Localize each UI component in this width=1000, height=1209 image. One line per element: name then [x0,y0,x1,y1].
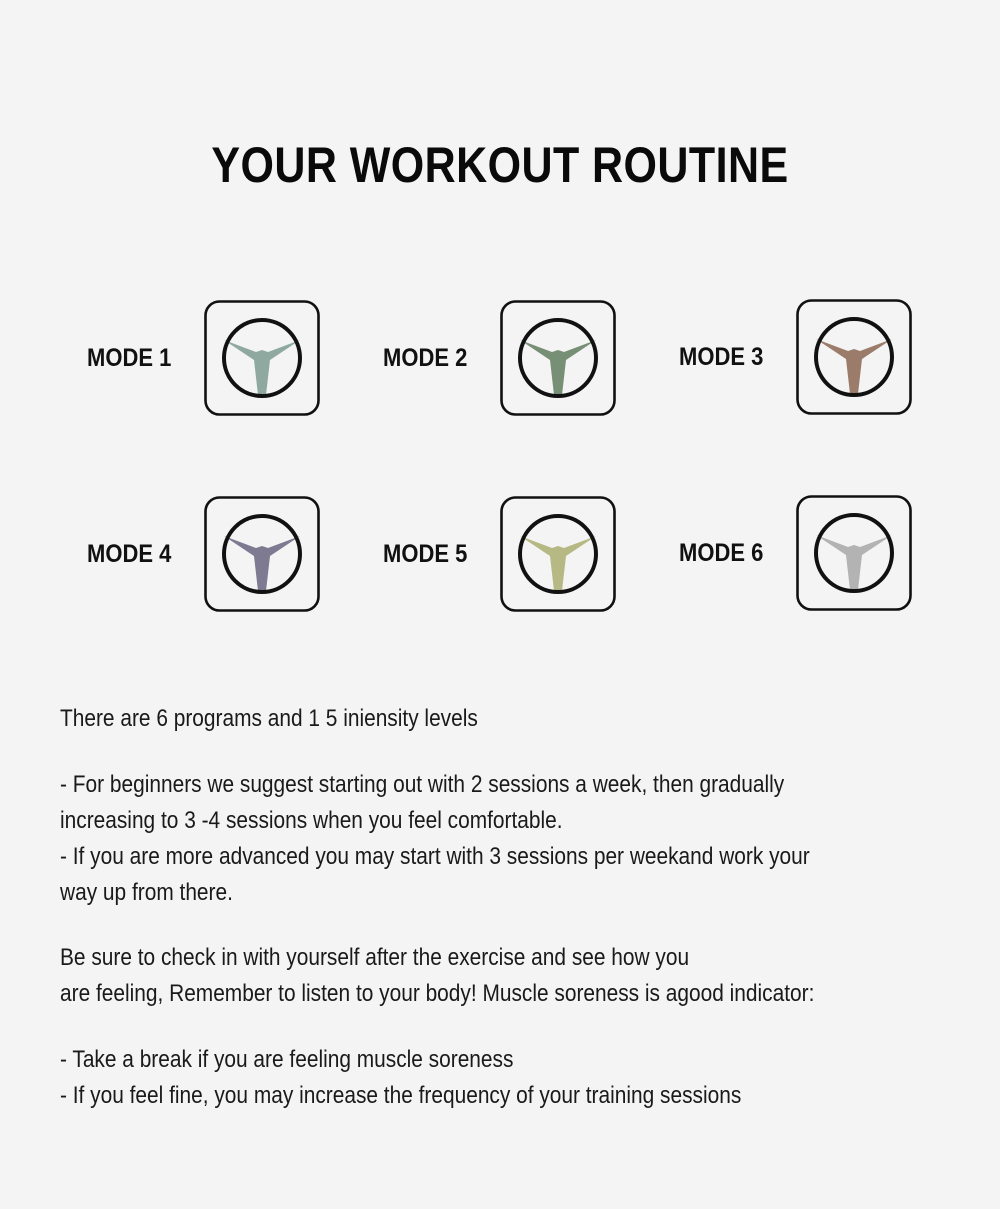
advanced-text-line-2: way up from there. [60,879,233,906]
advanced-text-line-1: - If you are more advanced you may start with 3 sessions per weekand work your [60,843,810,870]
mode-3-icon [796,299,912,415]
mode-4-label: MODE 4 [87,540,172,568]
beginners-text-line-2: increasing to 3 -4 sessions when you feel comfortable. [60,807,563,834]
mode-2-icon [500,300,616,416]
check-in-text-line-2: are feeling, Remember to listen to your body! Muscle soreness is agood indicator: [60,980,815,1007]
tip-take-break: - Take a break if you are feeling muscle soreness [60,1046,514,1073]
mode-6-label: MODE 6 [679,539,764,567]
tip-increase-frequency: - If you feel fine, you may increase the frequency of your training sessions [60,1082,742,1109]
beginners-text-line-1: - For beginners we suggest starting out with 2 sessions a week, then gradually [60,771,785,798]
mode-6-icon [796,495,912,611]
mode-3-label: MODE 3 [679,343,764,371]
page-title: YOUR WORKOUT ROUTINE [211,137,789,193]
mode-5-icon [500,496,616,612]
intro-text: There are 6 programs and 1 5 iniensity levels [60,705,478,732]
mode-1-label: MODE 1 [87,344,172,372]
mode-4-icon [204,496,320,612]
mode-1-icon [204,300,320,416]
mode-2-label: MODE 2 [383,344,468,372]
mode-5-label: MODE 5 [383,540,468,568]
check-in-text-line-1: Be sure to check in with yourself after the exercise and see how you [60,944,690,971]
